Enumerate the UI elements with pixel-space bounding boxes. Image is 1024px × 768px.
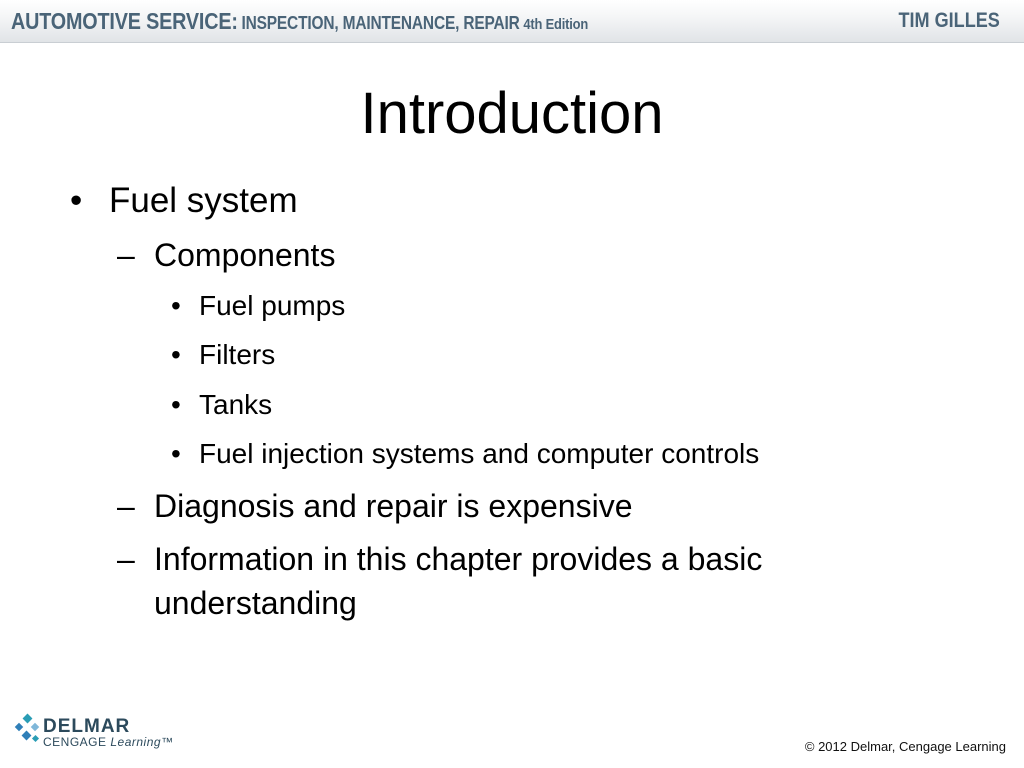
logo-company (43, 735, 174, 749)
logo-company-name: CENGAGE (43, 735, 107, 749)
bullet-fuel-injection: Fuel injection systems and computer controls (199, 438, 760, 469)
bullet-fuel-pumps: Fuel pumps (199, 290, 346, 321)
bullet-marker: • (171, 339, 181, 370)
bullet-fuel-system: Fuel system (109, 181, 298, 220)
bullet-marker: • (70, 181, 83, 220)
bullet-marker: • (171, 290, 181, 321)
bullet-marker: • (171, 389, 181, 420)
slide-title: Introduction (360, 81, 664, 146)
delmar-logo-icon (14, 712, 44, 752)
bullet-marker: • (171, 438, 181, 469)
book-subtitle: INSPECTION, MAINTENANCE, REPAIR (241, 13, 520, 33)
book-author: TIM GILLES (898, 9, 1000, 32)
header-banner (0, 0, 1024, 43)
bullet-components: Components (154, 237, 336, 273)
dash-marker: – (117, 488, 135, 524)
logo-name: DELMAR (43, 716, 131, 737)
logo-tagline: Learning (110, 735, 162, 749)
logo-trademark: ™ (161, 735, 174, 749)
copyright-footer: © 2012 Delmar, Cengage Learning (804, 739, 1006, 754)
bullet-information-line2: understanding (154, 585, 357, 621)
dash-marker: – (117, 541, 135, 577)
bullet-filters: Filters (199, 339, 276, 370)
book-edition: 4th Edition (523, 16, 589, 33)
book-title (11, 8, 588, 35)
dash-marker: – (117, 237, 135, 273)
bullet-tanks: Tanks (199, 389, 273, 420)
bullet-information-line1: Information in this chapter provides a basic (154, 541, 763, 577)
bullet-diagnosis: Diagnosis and repair is expensive (154, 488, 633, 524)
book-series: AUTOMOTIVE SERVICE: (11, 8, 238, 34)
